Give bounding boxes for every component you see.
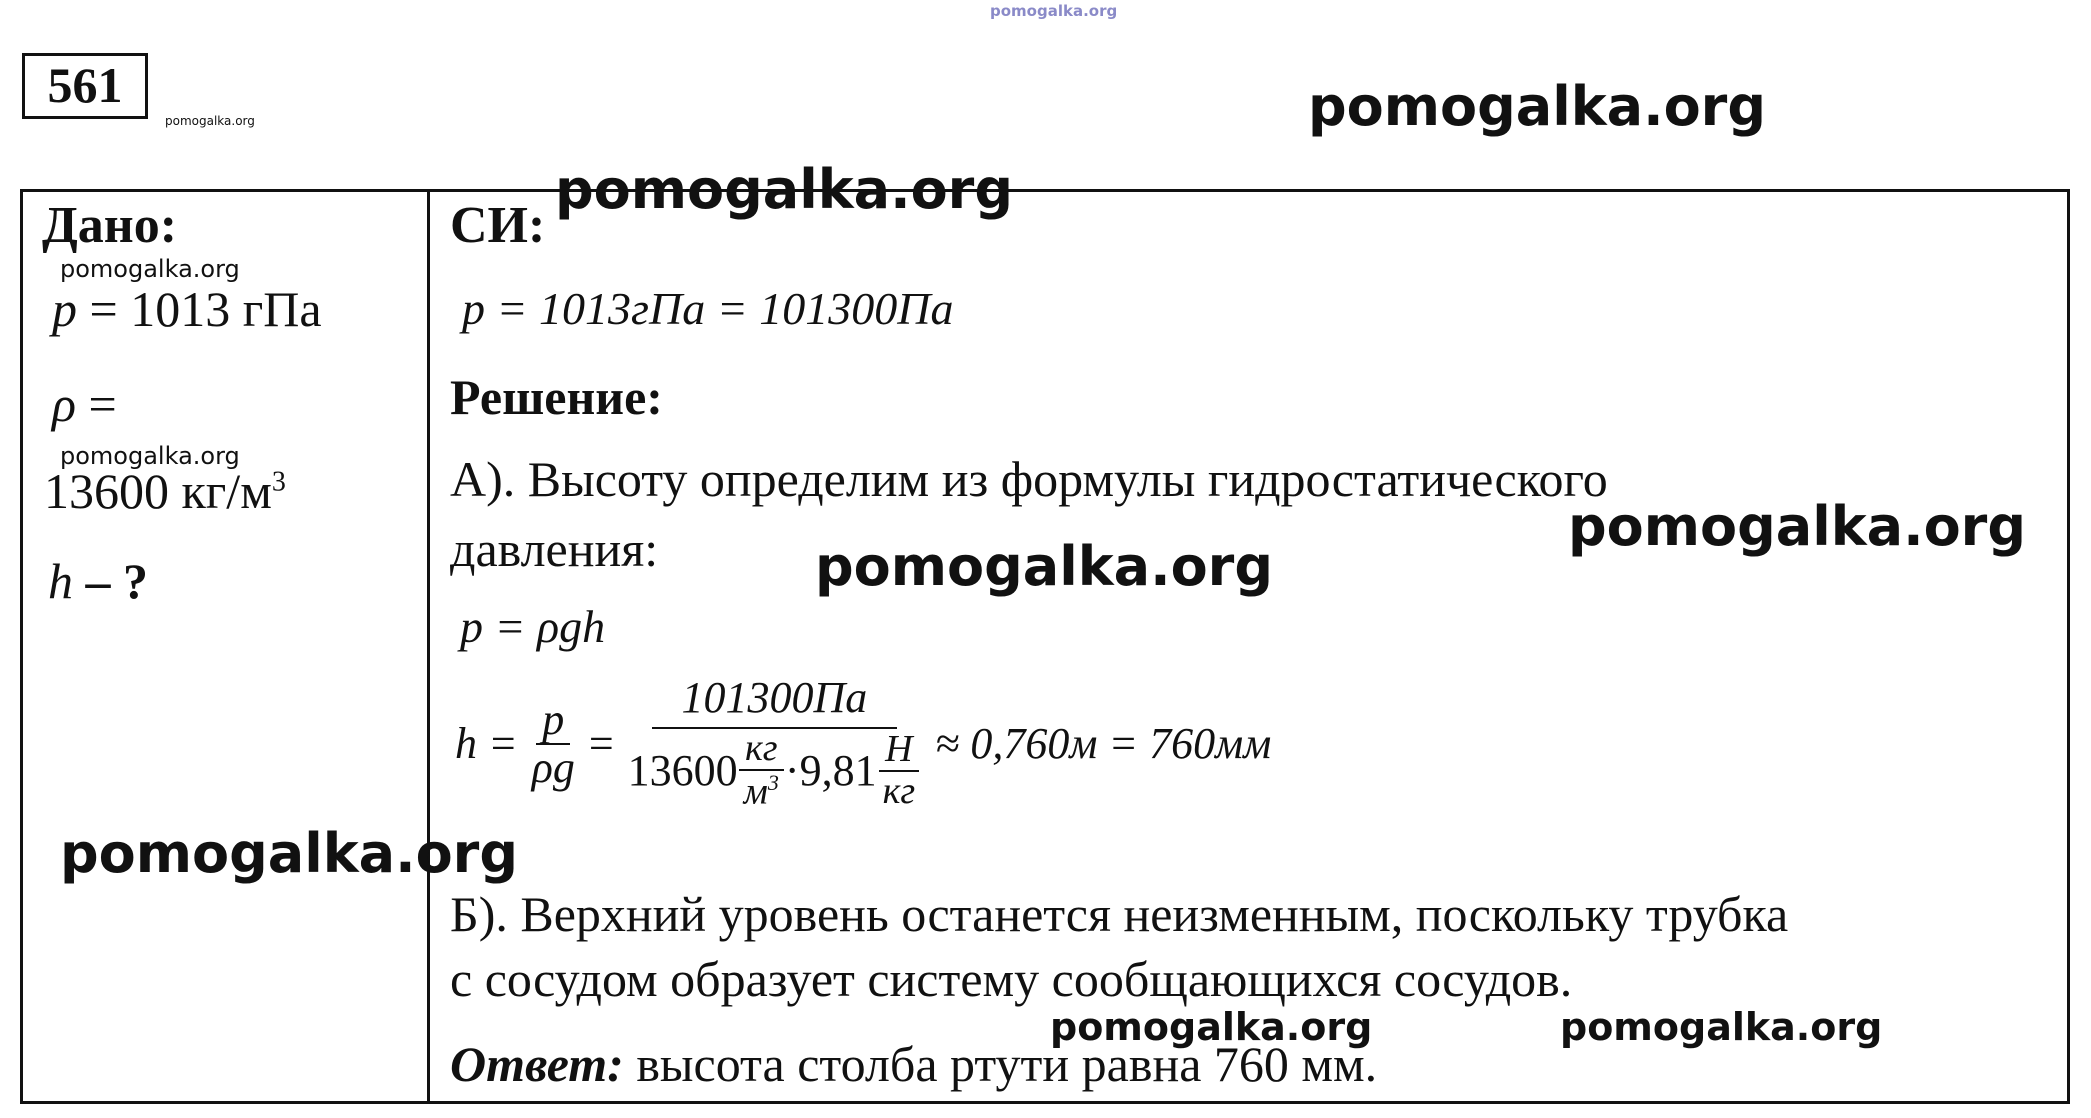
si-value: = 1013гПа = 101300Па [485,283,954,334]
formula-height-calc [455,675,1271,813]
big-watermark: pomogalka.org [1308,75,1766,138]
f2-m3: м [743,770,768,813]
part-a-line1: А). Высоту определим из формулы гидростатического [450,451,1608,507]
watermark-2: pomogalka.org [1568,495,2026,558]
answer [450,1035,1377,1093]
f2-fraction-2 [622,675,928,813]
solution-title: Решение: [450,369,663,425]
given-watermark-2: pomogalka.org [60,442,240,470]
f2-H: Н [879,730,918,772]
f2-lhs: h = [455,719,518,769]
watermark-4: pomogalka.org [60,822,518,885]
f2-eq: = [588,719,614,769]
f2-frac1-num: p [536,697,570,745]
given-pressure [52,280,322,338]
formula-hydrostatic: p = ρgh [460,601,606,652]
given-density-value [44,462,286,520]
f2-big-num: 101300Па [652,675,898,729]
part-a-line2: давления: [450,521,659,577]
watermark-6: pomogalka.org [1560,1005,1883,1049]
f2-fraction-1 [526,694,581,792]
si-var: p [462,283,485,334]
f2-big-den [622,729,928,812]
problem-number: 561 [22,53,148,119]
pressure-value: = 1013 гПа [77,281,322,337]
watermark-3: pomogalka.org [815,535,1273,598]
given-height [48,552,148,610]
watermark-5: pomogalka.org [1050,1005,1373,1049]
answer-text: высота столба ртути равна 760 мм. [623,1036,1378,1092]
watermark-1: pomogalka.org [555,158,1013,221]
f2-kg-m3 [738,729,785,812]
pressure-symbol: p [52,281,77,337]
f2-result: ≈ 0,760м = 760мм [935,719,1272,769]
given-density-label [52,375,117,433]
small-watermark: pomogalka.org [165,114,255,128]
f2-kg: кг [739,729,784,771]
si-title: СИ: [450,197,546,254]
density-value: 13600 кг/м [44,463,272,519]
part-b-line2: с сосудом образует систему сообщающихся сосудов. [450,951,1573,1007]
height-symbol: h [48,553,73,609]
answer-label: Ответ: [450,1036,624,1092]
f2-frac1-den: ρg [531,742,575,792]
f2-m3-exp: 3 [767,770,779,796]
f2-den-a: 13600 [627,745,738,795]
part-b-line1: Б). Верхний уровень останется неизменным, поскольку трубка [450,886,1789,942]
given-title: Дано: [42,197,178,254]
density-symbol: ρ [52,376,76,432]
f2-kg2: кг [882,769,916,812]
density-exp: 3 [271,466,286,498]
f2-mid: ·9,81 [784,745,877,795]
height-unknown: – ? [73,553,148,609]
given-watermark-1: pomogalka.org [60,255,240,283]
table-divider [427,189,430,1104]
top-watermark: pomogalka.org [990,2,1118,20]
f2-m3-wrap [738,771,785,813]
si-conversion [462,282,953,335]
f2-H-kg [877,730,922,812]
density-eq: = [76,376,117,432]
